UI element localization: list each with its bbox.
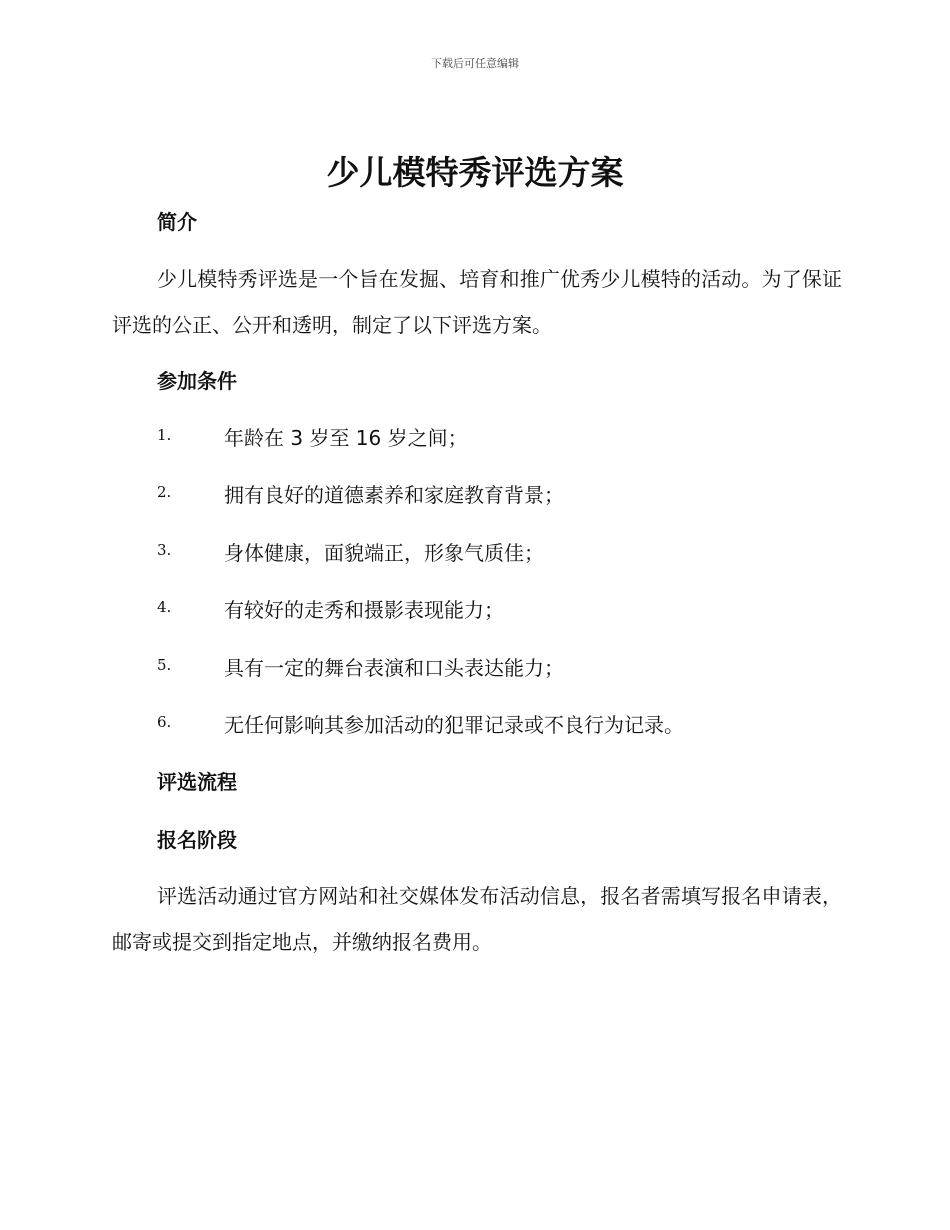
list-item-number: 5. bbox=[157, 655, 172, 674]
document-title: 少儿模特秀评选方案 bbox=[326, 153, 624, 192]
section-heading-conditions: 参加条件 bbox=[157, 369, 237, 393]
registration-paragraph: 评选活动通过官方网站和社交媒体发布活动信息，报名者需填写报名申请表，邮寄或提交到指定地点，并缴纳报名费用。 bbox=[112, 884, 842, 954]
intro-paragraph: 少儿模特秀评选是一个旨在发掘、培育和推广优秀少儿模特的活动。为了保证评选的公正、公开和透明，制定了以下评选方案。 bbox=[112, 267, 842, 337]
list-item-number: 2. bbox=[157, 483, 172, 502]
list-item bbox=[0, 477, 950, 534]
list-item-text: 拥有良好的道德素养和家庭教育背景； bbox=[224, 483, 564, 508]
list-item bbox=[0, 420, 950, 477]
list-item bbox=[0, 535, 950, 592]
list-item-text: 无任何影响其参加活动的犯罪记录或不良行为记录。 bbox=[224, 712, 684, 737]
conditions-list bbox=[0, 420, 950, 764]
page-header-note: 下载后可任意编辑 bbox=[431, 57, 519, 70]
list-item-text: 有较好的走秀和摄影表现能力； bbox=[224, 598, 504, 623]
list-item bbox=[0, 592, 950, 649]
list-item-text: 具有一定的舞台表演和口头表达能力； bbox=[224, 655, 564, 680]
list-item-number: 4. bbox=[157, 598, 172, 617]
list-item-text: 年龄在 3 岁至 16 岁之间； bbox=[224, 426, 468, 450]
list-item-number: 3. bbox=[157, 540, 172, 559]
section-heading-process: 评选流程 bbox=[157, 770, 237, 794]
section-heading-registration: 报名阶段 bbox=[157, 828, 237, 852]
list-item-number: 1. bbox=[157, 426, 172, 444]
section-heading-intro: 简介 bbox=[157, 210, 197, 234]
list-item bbox=[0, 707, 950, 764]
list-item-number: 6. bbox=[157, 712, 172, 731]
list-item-text: 身体健康，面貌端正，形象气质佳； bbox=[224, 540, 544, 565]
list-item bbox=[0, 650, 950, 707]
